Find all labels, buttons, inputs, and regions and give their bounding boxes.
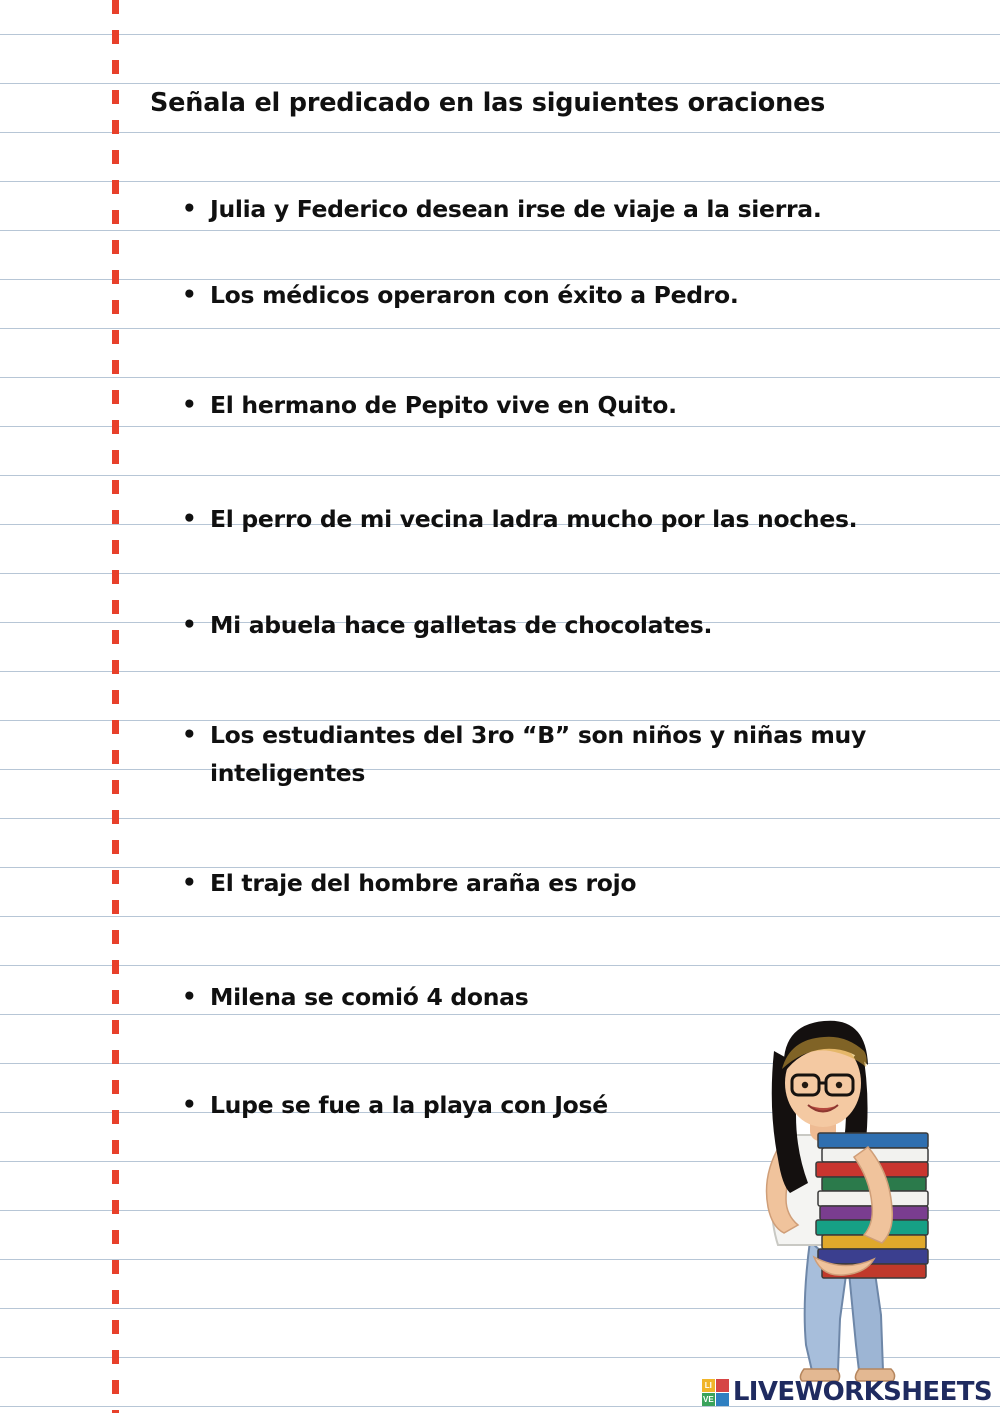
sentence-text: Julia y Federico desean irse de viaje a la sierra. [210, 195, 822, 223]
sentence-text: Lupe se fue a la playa con José [210, 1091, 608, 1119]
list-item[interactable] [178, 386, 938, 424]
list-item[interactable] [178, 864, 938, 902]
bullet-icon: • [182, 722, 197, 748]
page-title: Señala el predicado en las siguientes oraciones [150, 88, 826, 118]
logo-tile-li: LI [702, 1379, 715, 1392]
bullet-icon: • [182, 392, 197, 418]
sentence-text: Los médicos operaron con éxito a Pedro. [210, 281, 739, 309]
bullet-icon: • [182, 870, 197, 896]
bullet-icon: • [182, 1092, 197, 1118]
logo-tile-ve: VE [703, 1394, 714, 1404]
logo-tile-blank-1 [716, 1379, 729, 1392]
girl-holding-books-illustration [718, 995, 968, 1390]
bullet-icon: • [182, 506, 197, 532]
logo-tiles [702, 1379, 729, 1406]
sentence-text: El perro de mi vecina ladra mucho por las noches. [210, 505, 858, 533]
list-item[interactable] [178, 606, 938, 644]
list-item[interactable] [178, 190, 938, 228]
liveworksheets-logo[interactable] [702, 1377, 992, 1407]
bullet-icon: • [182, 612, 197, 638]
sentence-text: Los estudiantes del 3ro “B” son niños y niñas muy inteligentes [210, 721, 866, 787]
bullet-icon: • [182, 282, 197, 308]
list-item[interactable] [178, 276, 938, 314]
bullet-icon: • [182, 984, 197, 1010]
sentence-text: El traje del hombre araña es rojo [210, 869, 637, 897]
bullet-icon: • [182, 196, 197, 222]
sentence-text: El hermano de Pepito vive en Quito. [210, 391, 677, 419]
logo-tile-blank-2 [716, 1393, 729, 1406]
list-item[interactable] [178, 716, 878, 792]
list-item[interactable] [178, 500, 938, 538]
sentence-text: Mi abuela hace galletas de chocolates. [210, 611, 713, 639]
sentence-text: Milena se comió 4 donas [210, 983, 529, 1011]
logo-wordmark: LIVEWORKSHEETS [732, 1377, 992, 1407]
